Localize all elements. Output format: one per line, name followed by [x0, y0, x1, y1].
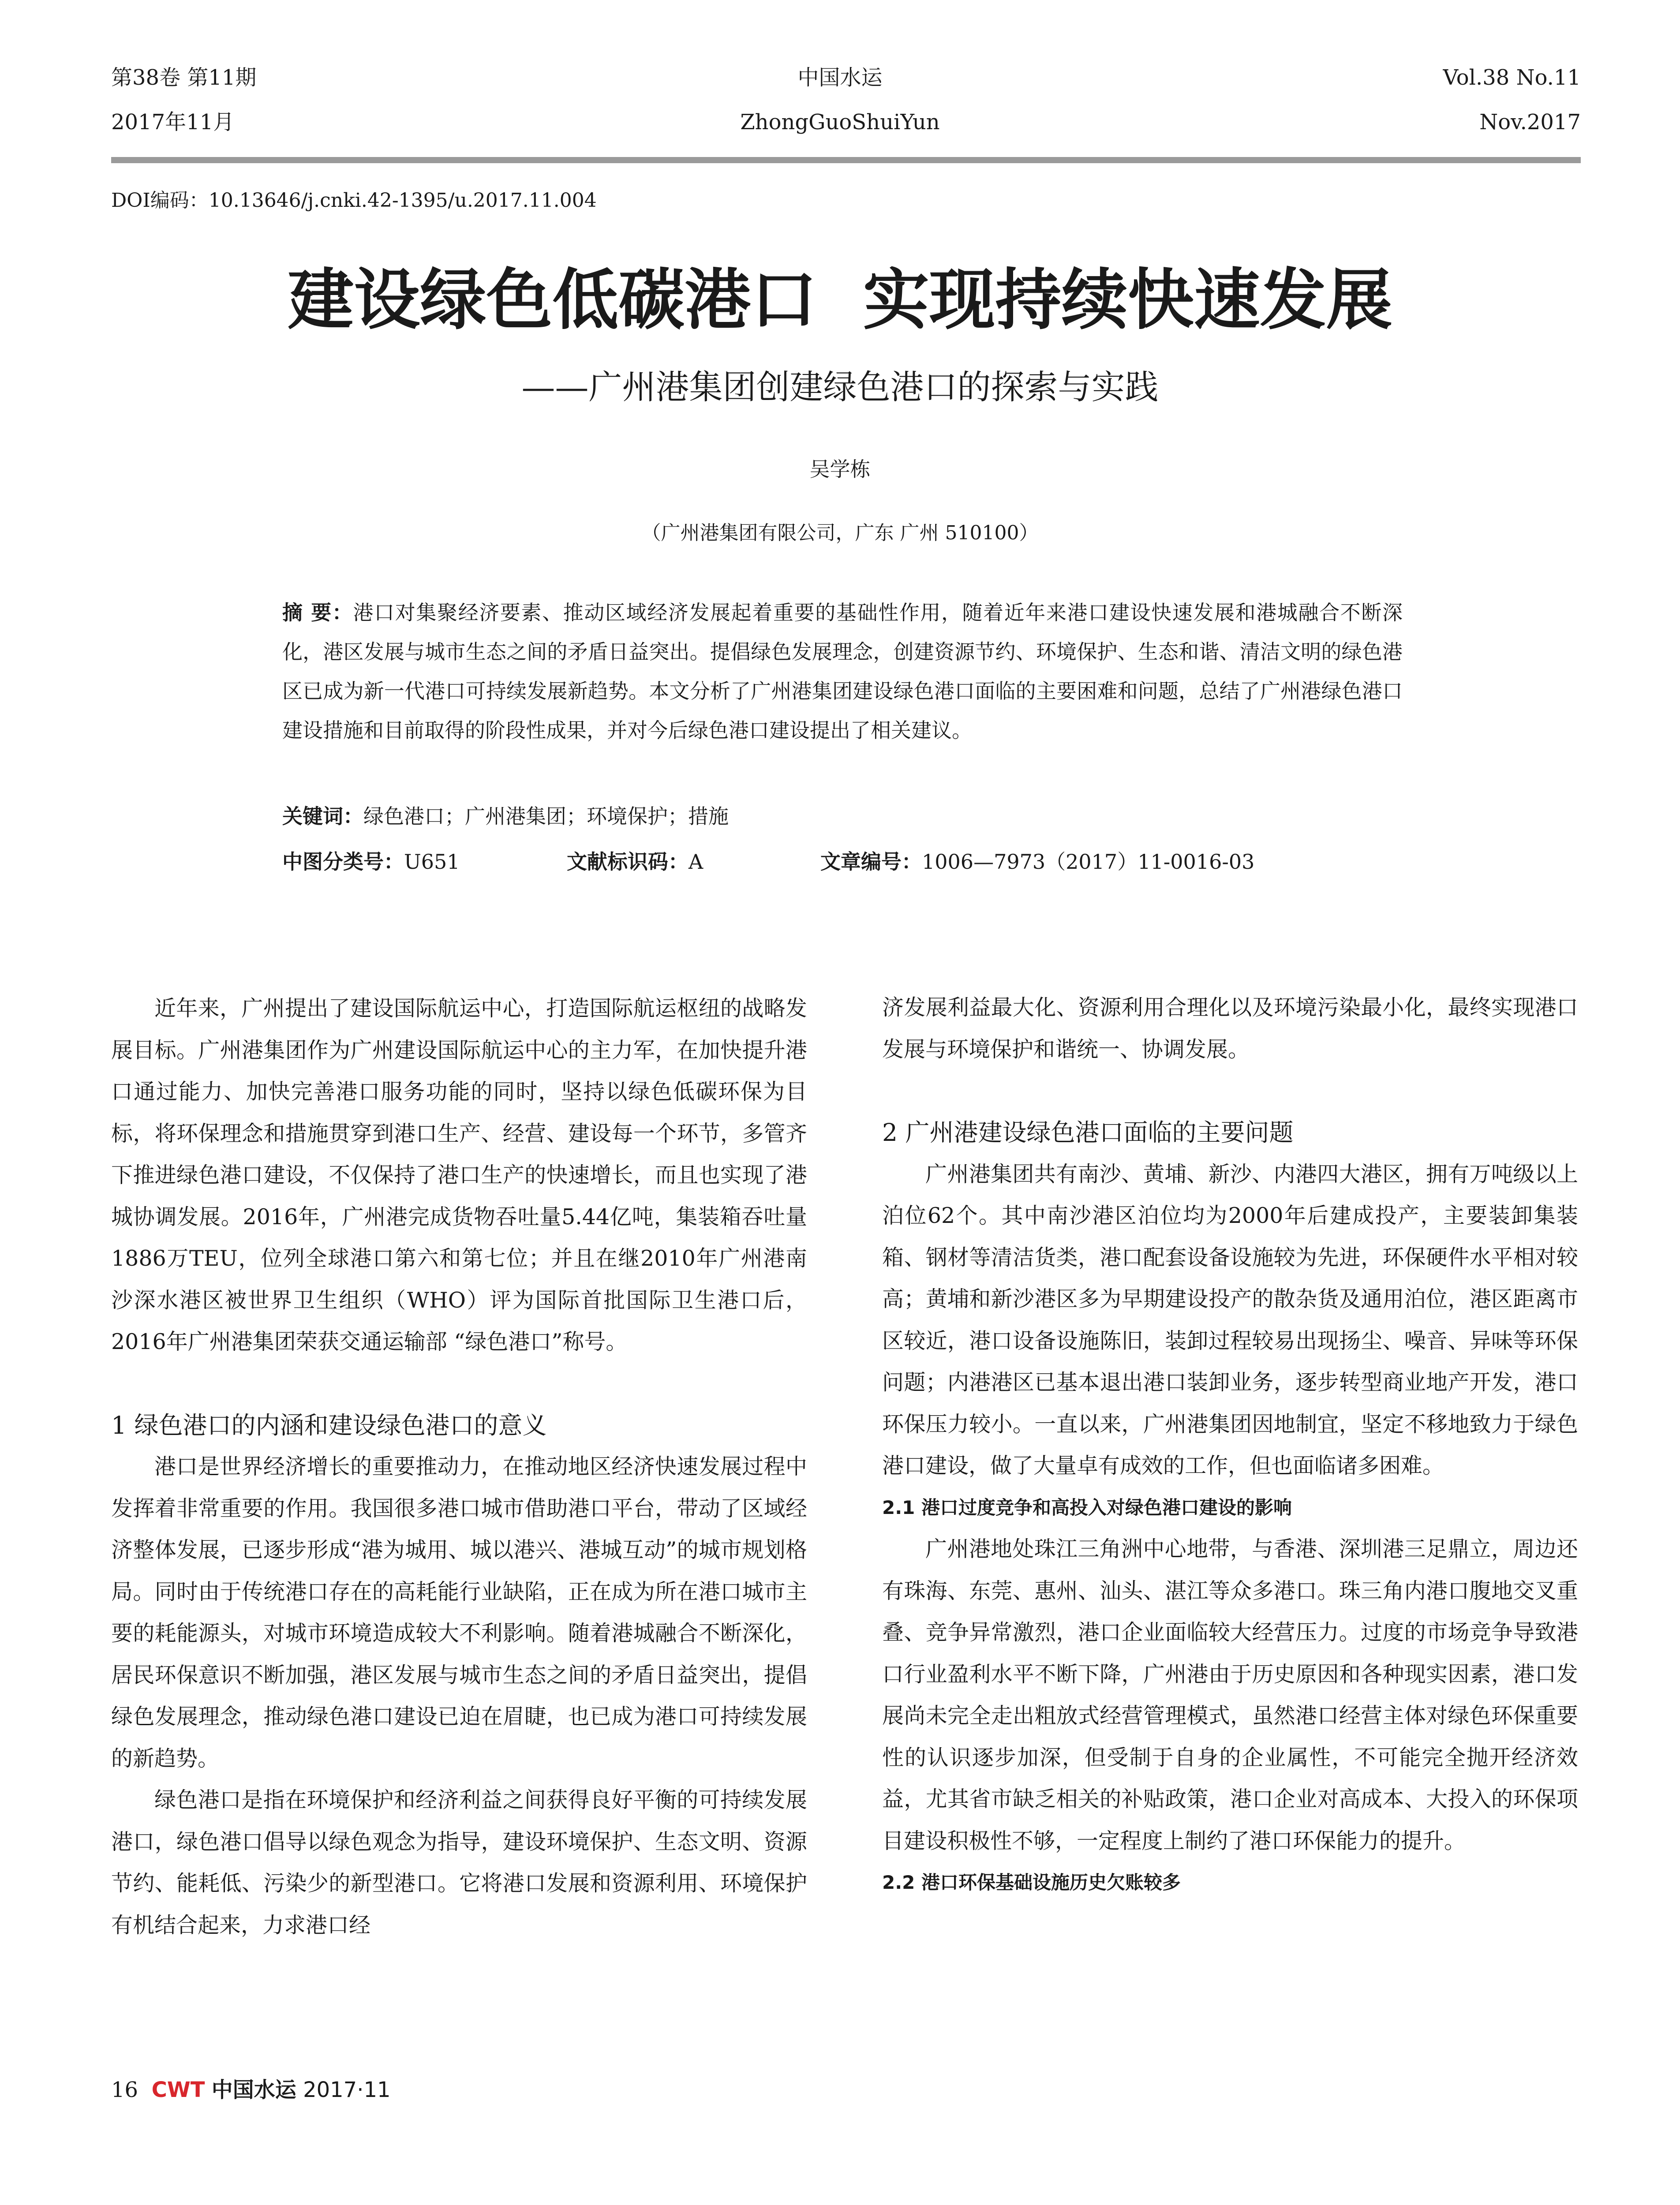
footer-date: 2017·11	[303, 2078, 391, 2102]
header-volume-issue: 第38卷 第11期	[111, 65, 257, 90]
keywords	[282, 800, 729, 830]
footer-journal: 中国水运	[211, 2078, 296, 2102]
body-column-right	[882, 987, 1578, 1904]
subsection-heading: 2.1 港口过度竞争和高投入对绿色港口建设的影响	[882, 1496, 1292, 1518]
section-heading: 2 广州港建设绿色港口面临的主要问题	[882, 1118, 1294, 1147]
header-date-en: Nov.2017	[1479, 110, 1581, 135]
cwt-logo: CWT	[151, 2078, 205, 2102]
paragraph: 广州港地处珠江三角洲中心地带，与香港、深圳港三足鼎立，周边还有珠海、东莞、惠州、汕头、湛江等众多港口。珠三角内港口腹地交叉重叠、竞争异常激烈，港口企业面临较大经营压力。过度的市场竞争导致港口行业盈利水平不断下降，广州港由于历史原因和各种现实因素，港口发展尚未完全走出粗放式经营管理模式，虽然港口经营主体对绿色环保重要性的认识逐步加深，但受制于自身的企业属性，不可能完全抛开经济效益，尤其省市缺乏相关的补贴政策，港口企业对高成本、大投入的环保项目建设积极性不够，一定程度上制约了港口环保能力的提升。	[882, 1536, 1578, 1854]
paragraph: 近年来，广州提出了建设国际航运中心，打造国际航运枢纽的战略发展目标。广州港集团作为广州建设国际航运中心的主力军，在加快提升港口通过能力、加快完善港口服务功能的同时，坚持以绿色低碳环保为目标，将环保理念和措施贯穿到港口生产、经营、建设每一个环节，多管齐下推进绿色港口建设，不仅保持了港口生产的快速增长，而且也实现了港城协调发展。2016年，广州港完成货物吞吐量5.44亿吨，集装箱吞吐量1886万TEU，位列全球港口第六和第七位；并且在继2010年广州港南沙深水港区被世界卫生组织（WHO）评为国际首批国际卫生港口后，2016年广州港集团荣获交通运输部 “绿色港口”称号。	[111, 996, 807, 1354]
article-number-value: 1006—7973（2017）11-0016-03	[922, 850, 1255, 874]
affiliation: （广州港集团有限公司，广东 广州 510100）	[641, 522, 1039, 544]
abstract-text: 港口对集聚经济要素、推动区域经济发展起着重要的基础性作用，随着近年来港口建设快速发展和港城融合不断深化，港区发展与城市生态之间的矛盾日益突出。提倡绿色发展理念，创建资源节约、环境保护、生态和谐、清洁文明的绿色港区已成为新一代港口可持续发展新趋势。本文分析了广州港集团建设绿色港口面临的主要困难和问题，总结了广州港绿色港口建设措施和目前取得的阶段性成果，并对今后绿色港口建设提出了相关建议。	[282, 601, 1403, 742]
header-journal-pinyin: ZhongGuoShuiYun	[740, 110, 940, 135]
header-date: 2017年11月	[111, 110, 235, 135]
article-title: 建设绿色低碳港口 实现持续快速发展	[288, 261, 1392, 339]
clc-label: 中图分类号：	[282, 850, 404, 874]
classification-row	[282, 846, 1254, 875]
article-subtitle: ——广州港集团创建绿色港口的探索与实践	[521, 367, 1159, 407]
abstract	[282, 593, 1403, 750]
section-heading: 1 绿色港口的内涵和建设绿色港口的意义	[111, 1411, 547, 1439]
article-number-label: 文章编号：	[820, 850, 922, 874]
abstract-label: 摘 要：	[282, 601, 353, 624]
keywords-text: 绿色港口；广州港集团；环境保护；措施	[363, 804, 729, 828]
doc-code-label: 文献标识码：	[567, 850, 688, 874]
paragraph: 港口是世界经济增长的重要推动力，在推动地区经济快速发展过程中发挥着非常重要的作用。我国很多港口城市借助港口平台，带动了区域经济整体发展，已逐步形成“港为城用、城以港兴、港城互动”的城市规划格局。同时由于传统港口存在的高耗能行业缺陷，正在成为所在港口城市主要的耗能源头，对城市环境造成较大不利影响。随着港城融合不断深化，居民环保意识不断加强，港区发展与城市生态之间的矛盾日益突出，提倡绿色发展理念，推动绿色港口建设已迫在眉睫，也已成为港口可持续发展的新趋势。	[111, 1454, 807, 1771]
body-column-left	[111, 988, 807, 1946]
doc-code-value: A	[688, 850, 703, 874]
clc-value: U651	[404, 850, 460, 874]
header-journal-name: 中国水运	[797, 65, 883, 90]
paragraph: 济发展利益最大化、资源利用合理化以及环境污染最小化，最终实现港口发展与环境保护和谐统一、协调发展。	[882, 995, 1578, 1062]
paragraph: 广州港集团共有南沙、黄埔、新沙、内港四大港区，拥有万吨级以上泊位62个。其中南沙港区泊位均为2000年后建成投产，主要装卸集装箱、钢材等清洁货类，港口配套设备设施较为先进，环保硬件水平相对较高；黄埔和新沙港区多为早期建设投产的散杂货及通用泊位，港区距离市区较近，港口设备设施陈旧，装卸过程较易出现扬尘、噪音、异味等环保问题；内港港区已基本退出港口装卸业务，逐步转型商业地产开发，港口环保压力较小。一直以来，广州港集团因地制宜，坚定不移地致力于绿色港口建设，做了大量卓有成效的工作，但也面临诸多困难。	[882, 1161, 1578, 1478]
doi: DOI编码：10.13646/j.cnki.42-1395/u.2017.11.004	[111, 189, 597, 212]
subsection-heading: 2.2 港口环保基础设施历史欠账较多	[882, 1872, 1181, 1893]
page-footer	[111, 2073, 391, 2103]
header-rule	[111, 157, 1581, 163]
header-volume-en: Vol.38 No.11	[1443, 65, 1581, 90]
page-number: 16	[111, 2078, 138, 2102]
keywords-label: 关键词：	[282, 804, 363, 828]
author: 吴学栋	[809, 457, 871, 481]
paragraph: 绿色港口是指在环境保护和经济利益之间获得良好平衡的可持续发展港口，绿色港口倡导以绿色观念为指导，建设环境保护、生态文明、资源节约、能耗低、污染少的新型港口。它将港口发展和资源利用、环境保护有机结合起来，力求港口经	[111, 1787, 807, 1938]
